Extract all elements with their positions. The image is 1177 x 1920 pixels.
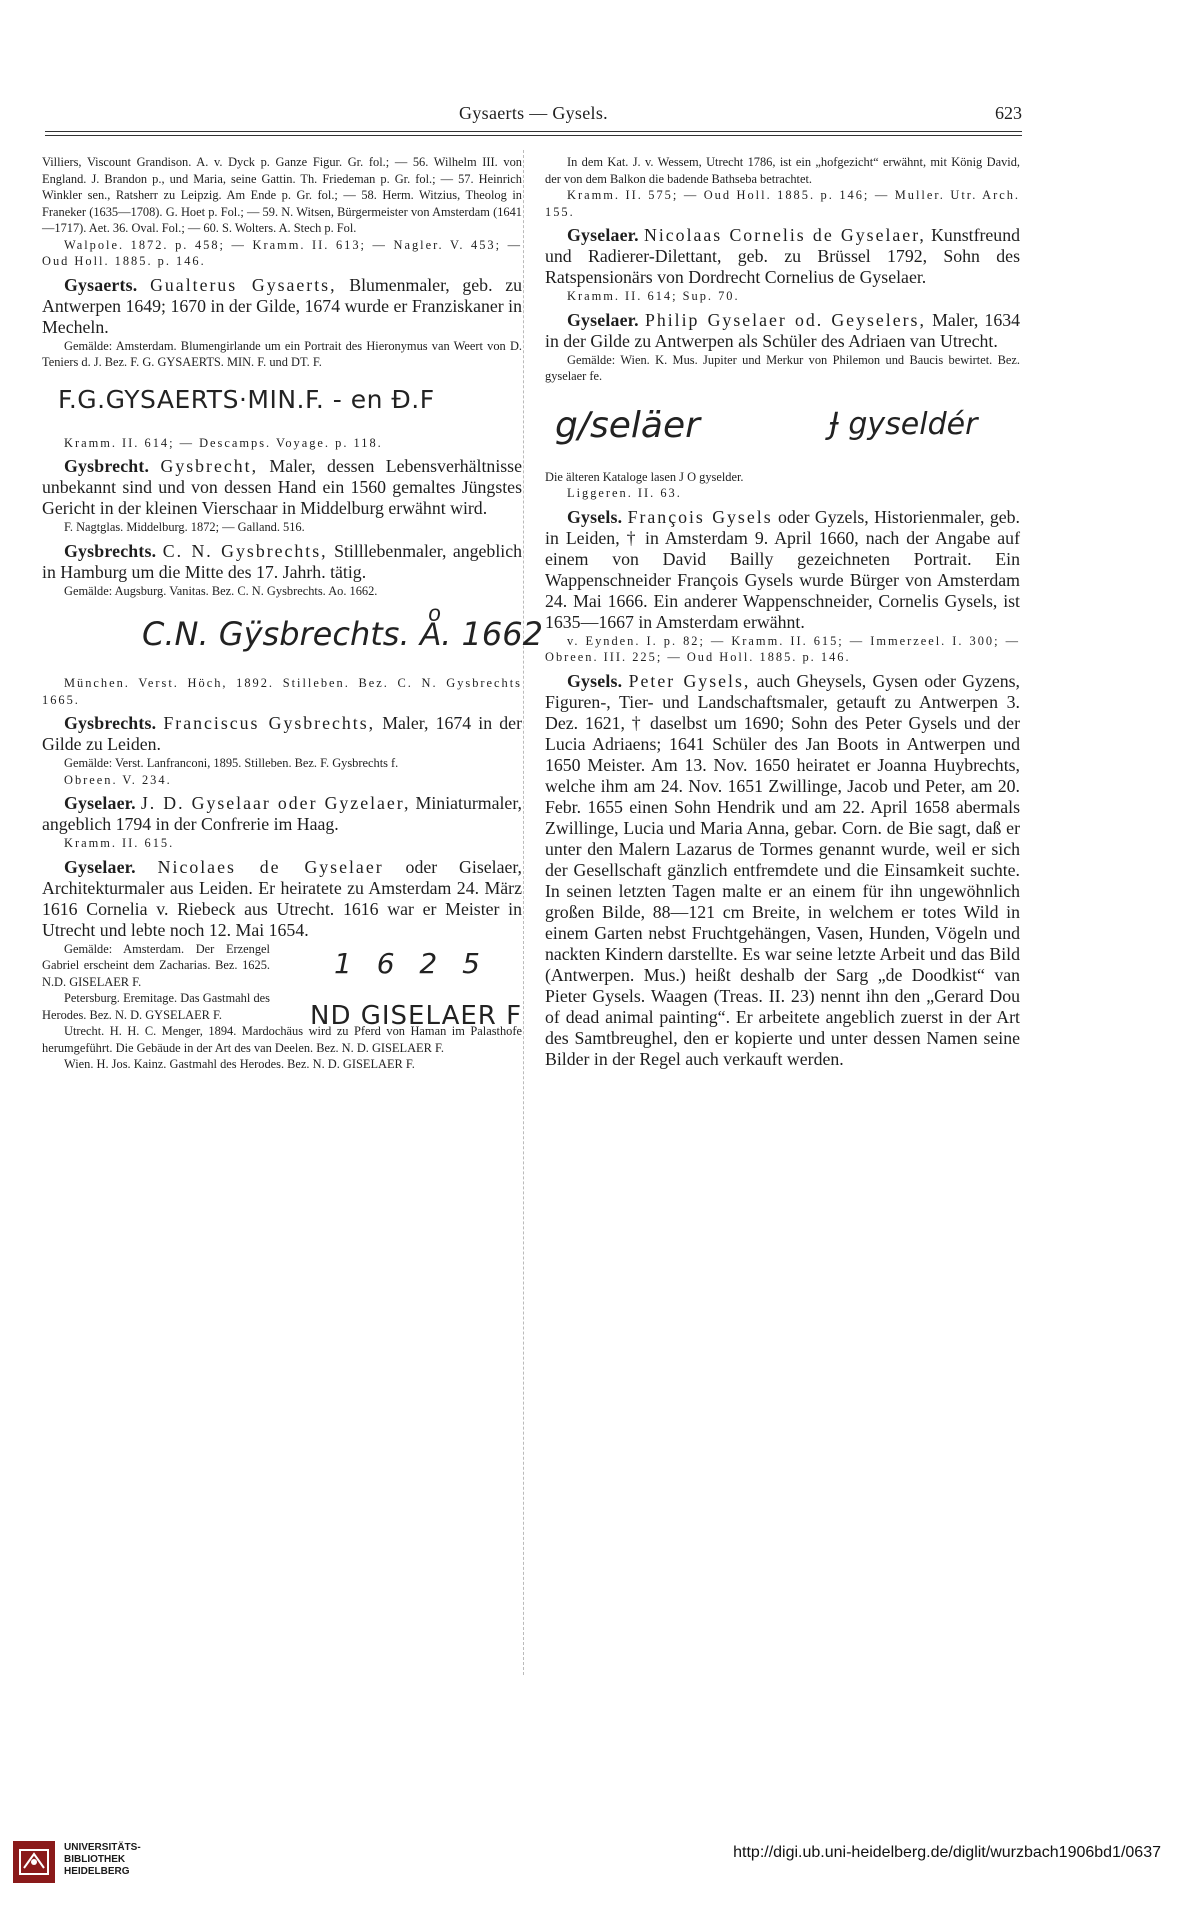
- entry-text: Maler, 1674 in der Gilde zu Leiden.: [42, 713, 522, 754]
- entry-gyselaer-3: [545, 225, 1020, 288]
- logo-line: BIBLIOTHEK: [64, 1854, 126, 1865]
- artist-name: Peter Gysels,: [628, 670, 751, 691]
- entry-gysaerts: [42, 275, 522, 338]
- signature-facsimile: [545, 385, 1020, 469]
- entry-text: Blumenmaler, geb. zu Antwerpen 1649; 1670 in der Gilde, 1674 wurde er Franziskaner in Mecheln.: [42, 274, 522, 337]
- artist-name: Philip Gyselaer od. Geyselers,: [644, 309, 926, 330]
- left-column: [42, 154, 543, 1073]
- right-column: [545, 154, 1020, 1070]
- signature-text: g/seläer: [555, 404, 700, 446]
- works: Wien. H. Jos. Kainz. Gastmahl des Herodes. Bez. N. D. GISELAER F.: [64, 1057, 415, 1071]
- reference: Walpole. 1872. p. 458; — Kramm. II. 613; — Nagler. V. 453; — Oud Holl. 1885. p. 146.: [42, 237, 522, 268]
- entry-text: Stilllebenmaler, angeblich in Hamburg um die Mitte des 17. Jahrh. tätig.: [42, 540, 522, 582]
- entry-text: oder Gyzels, Historienmaler, geb. in Leiden, † in Amsterdam 9. April 1660, nach der Angabe auf einem von David Bailly gezeichneten Portrait. Ein Wappenschneider François Gysels wurde Bürger von Amsterdam 24. Mai 1666. Ein anderer Wappenschneider, Cornelis Gysels, ist 1635—1667 in Amsterdam erwähnt.: [545, 506, 1020, 632]
- paragraph: In dem Kat. J. v. Wessem, Utrecht 1786, ist ein „hofgezicht“ erwähnt, mit König David, der von dem Balkon die badende Bathseba betrachtet.: [545, 155, 1020, 186]
- header-rule: [45, 131, 1022, 132]
- reference: F. Nagtglas. Middelburg. 1872; — Galland. 516.: [64, 520, 305, 534]
- works-with-signature: [42, 941, 523, 1031]
- running-header: [45, 103, 1022, 127]
- works: Gemälde: Augsburg. Vanitas. Bez. C. N. Gysbrechts. Ao. 1662.: [64, 583, 378, 598]
- artist-name: Gysbrecht,: [160, 456, 259, 476]
- signature-facsimile: [292, 941, 522, 1051]
- page-number: 623: [995, 103, 1022, 123]
- entry-text: oder Giselaer, Architekturmaler aus Leiden. Er heiratete zu Amsterdam 24. März 1616 Cornelia v. Riebeck aus Utrecht. 1616 war er Meister in Utrecht und lebte noch 12. Mai 1654.: [42, 856, 523, 940]
- signature-facsimile: [42, 599, 543, 675]
- entry-text: Maler, 1634 in der Gilde zu Antwerpen als Schüler des Adriaen van Utrecht.: [545, 309, 1020, 351]
- university-seal-icon: [12, 1840, 56, 1884]
- reference: Obreen. V. 234.: [64, 772, 172, 787]
- works: Utrecht. H. H. C. Menger, 1894. Mardochäus wird zu Pferd von Haman im Palasthofe herumgeführt. Die Gebäude in der Art des van Deelen. Bez. N. D. GISELAER F.: [42, 1024, 522, 1055]
- signature-text: Ɉ gyseldér: [830, 406, 978, 442]
- column-divider: [523, 150, 524, 1675]
- paragraph: Villiers, Viscount Grandison. A. v. Dyck p. Ganze Figur. Gr. fol.; — 56. Wilhelm III. von England. J. Brandon p., und Maria, seine Gattin. Th. Friedeman p. Gr. fol.; — 57. Heinrich Winkler sen., Ratsherr zu Leipzig. Am Ende p. Gr. fol.; — 58. Herm. Witzius, Theolog in Franeker (1635—1708). G. Hoet p. Fol.; — 59. N. Witsen, Bürgermeister von Amsterdam (1641—1717). Aet. 36. Oval. Fol.; — 60. S. Wolters. A. Stech p. Fol.: [42, 155, 522, 235]
- headword: Gyselaer.: [64, 793, 136, 813]
- entry-text: auch Gheysels, Gysen oder Gyzens, Figuren-, Tier- und Landschaftsmaler, getauft zu Antwerpen 3. Dez. 1621, † daselbst um 1690; Sohn des Peter Gysels und der Lucia Adriaens; 1641 Schüler des Jan Boots in Antwerpen und 1650 Meister. Am 13. Nov. 1650 heiratet er Joanna Huybrechts, welche ihm am 24. Nov. 1651 Zwillinge, Jacob und Peter, am 20. Febr. 1655 einen Sohn Hendrik und am 22. April 1658 abermals Zwillinge, Lucia und Maria Anna, gebar. Corn. de Bie sagt, daß er unter den Malern Lazarus de Tormes genannt wurde, weil er sich der Gesellschaft gänzlich entfremdete und die Einsamkeit suchte. In seinen letzten Tagen malte er an einem für ihn ungewöhnlich großen Bilde, 88—121 cm Breite, in welchem er totes Wild in einem Garten nebst Fruchtgehängen, Vasen, Hunden, Vögeln und nackten Kindern darstellte. Es war seine letzte Arbeit und das Bild (Antwerpen. Mus.) heißt deshalb der Sarg „de Doodkist“ van Pieter Gysels. Waagen (Treas. II. 23) nennt ihn den „Gerard Dou of dead animal painting“. Er arbeitete angeblich zuerst in der Art des Samtbreughel, den er kopierte und unter dessen Namen seine Bilder in der Regel auch verkauft werden.: [545, 670, 1020, 1069]
- headword: Gysels.: [567, 506, 623, 527]
- headword: Gyselaer.: [567, 225, 639, 245]
- works: Gemälde: Amsterdam. Blumengirlande um ein Portrait des Hieronymus van Weert von D. Teniers d. J. Bez. F. G. GYSAERTS. MIN. F. und DT. F.: [42, 338, 522, 369]
- entry-text: Kunstfreund und Radierer-Dilettant, geb. zu Brüssel 1792, Sohn des Ratspensionärs von Dordrecht Cornelius de Gyselaer.: [545, 225, 1020, 287]
- reference: Kramm. II. 575; — Oud Holl. 1885. p. 146; — Muller. Utr. Arch. 155.: [545, 188, 1020, 219]
- logo-line: HEIDELBERG: [64, 1866, 130, 1877]
- reference: Kramm. II. 614; — Descamps. Voyage. p. 118.: [64, 435, 383, 450]
- signature-date: 1 6 2 5: [334, 946, 488, 980]
- artist-name: Gualterus Gysaerts,: [150, 274, 337, 295]
- artist-name: Franciscus Gysbrechts,: [163, 713, 376, 733]
- artist-name: Nicolaes de Gyselaer: [157, 856, 384, 877]
- headword: Gysaerts.: [64, 274, 138, 295]
- headword: Gysels.: [567, 670, 623, 691]
- headword: Gysbrechts.: [64, 540, 157, 561]
- signature-text: F.G.GYSAERTS·MIN.F. - en Ð.F: [58, 384, 435, 414]
- works: Petersburg. Eremitage. Das Gastmahl des Herodes. Bez. N. D. GYSELAER F.: [42, 991, 270, 1022]
- works: Gemälde: Verst. Lanfranconi, 1895. Stilleben. Bez. F. Gysbrechts f.: [64, 756, 399, 770]
- reference: Kramm. II. 614; Sup. 70.: [567, 289, 740, 303]
- works: Gemälde: Amsterdam. Der Erzengel Gabriel erscheint dem Zacharias. Bez. 1625. N.D. GISELAER F.: [42, 941, 270, 989]
- entry-gysbrechts-2: [42, 713, 522, 755]
- reference: v. Eynden. I. p. 82; — Kramm. II. 615; — Immerzeel. I. 300; — Obreen. III. 225; — Oud Holl. 1885. p. 146.: [545, 633, 1020, 664]
- signature-text: ND GISELAER F: [310, 1000, 523, 1031]
- works: Gemälde: Wien. K. Mus. Jupiter und Merkur von Philemon und Baucis bewirtet. Bez. gyselaer fe.: [545, 352, 1020, 383]
- entry-gyselaer-4: [545, 310, 1020, 352]
- entry-gyselaer-2: [42, 857, 522, 941]
- library-logo-text: [64, 1842, 141, 1878]
- header-title: Gysaerts — Gysels.: [459, 103, 608, 123]
- entry-gysels-1: [545, 507, 1020, 633]
- signature-text: C.N. Gÿsbrechts. Aͦ. 1662: [142, 615, 543, 653]
- reference: Liggeren. II. 63.: [567, 486, 682, 500]
- artist-name: J. D. Gyselaar oder Gyzelaer,: [140, 793, 411, 813]
- entry-gyselaer-1: [42, 793, 522, 835]
- entry-gysbrecht: [42, 456, 522, 519]
- artist-name: François Gysels: [627, 506, 773, 527]
- header-rule-2: [45, 135, 1022, 136]
- logo-line: UNIVERSITÄTS-: [64, 1842, 141, 1853]
- artist-name: C. N. Gysbrechts,: [162, 540, 328, 561]
- note: Die älteren Kataloge lasen J O gyselder.: [545, 469, 744, 484]
- entry-text: Maler, dessen Lebensverhältnisse unbekannt sind und von dessen Hand ein 1560 gemaltes Jüngstes Gericht in der kleinen Vierschaar in Middelburg erwähnt wird.: [42, 456, 522, 518]
- artist-name: Nicolaas Cornelis de Gyselaer,: [644, 225, 926, 245]
- entry-gysels-2: [545, 671, 1020, 1070]
- entry-text: Miniaturmaler, angeblich 1794 in der Confrerie im Haag.: [42, 793, 522, 834]
- headword: Gysbrechts.: [64, 713, 157, 733]
- reference: München. Verst. Höch, 1892. Stilleben. Bez. C. N. Gysbrechts 1665.: [42, 676, 522, 707]
- reference: Kramm. II. 615.: [64, 836, 175, 850]
- permalink-url[interactable]: http://digi.ub.uni-heidelberg.de/diglit/wurzbach1906bd1/0637: [733, 1844, 1161, 1861]
- headword: Gysbrecht.: [64, 456, 150, 476]
- headword: Gyselaer.: [567, 309, 639, 330]
- signature-facsimile: [42, 371, 522, 435]
- entry-gysbrechts: [42, 541, 522, 583]
- headword: Gyselaer.: [64, 856, 136, 877]
- footer-bar: [0, 1820, 1177, 1920]
